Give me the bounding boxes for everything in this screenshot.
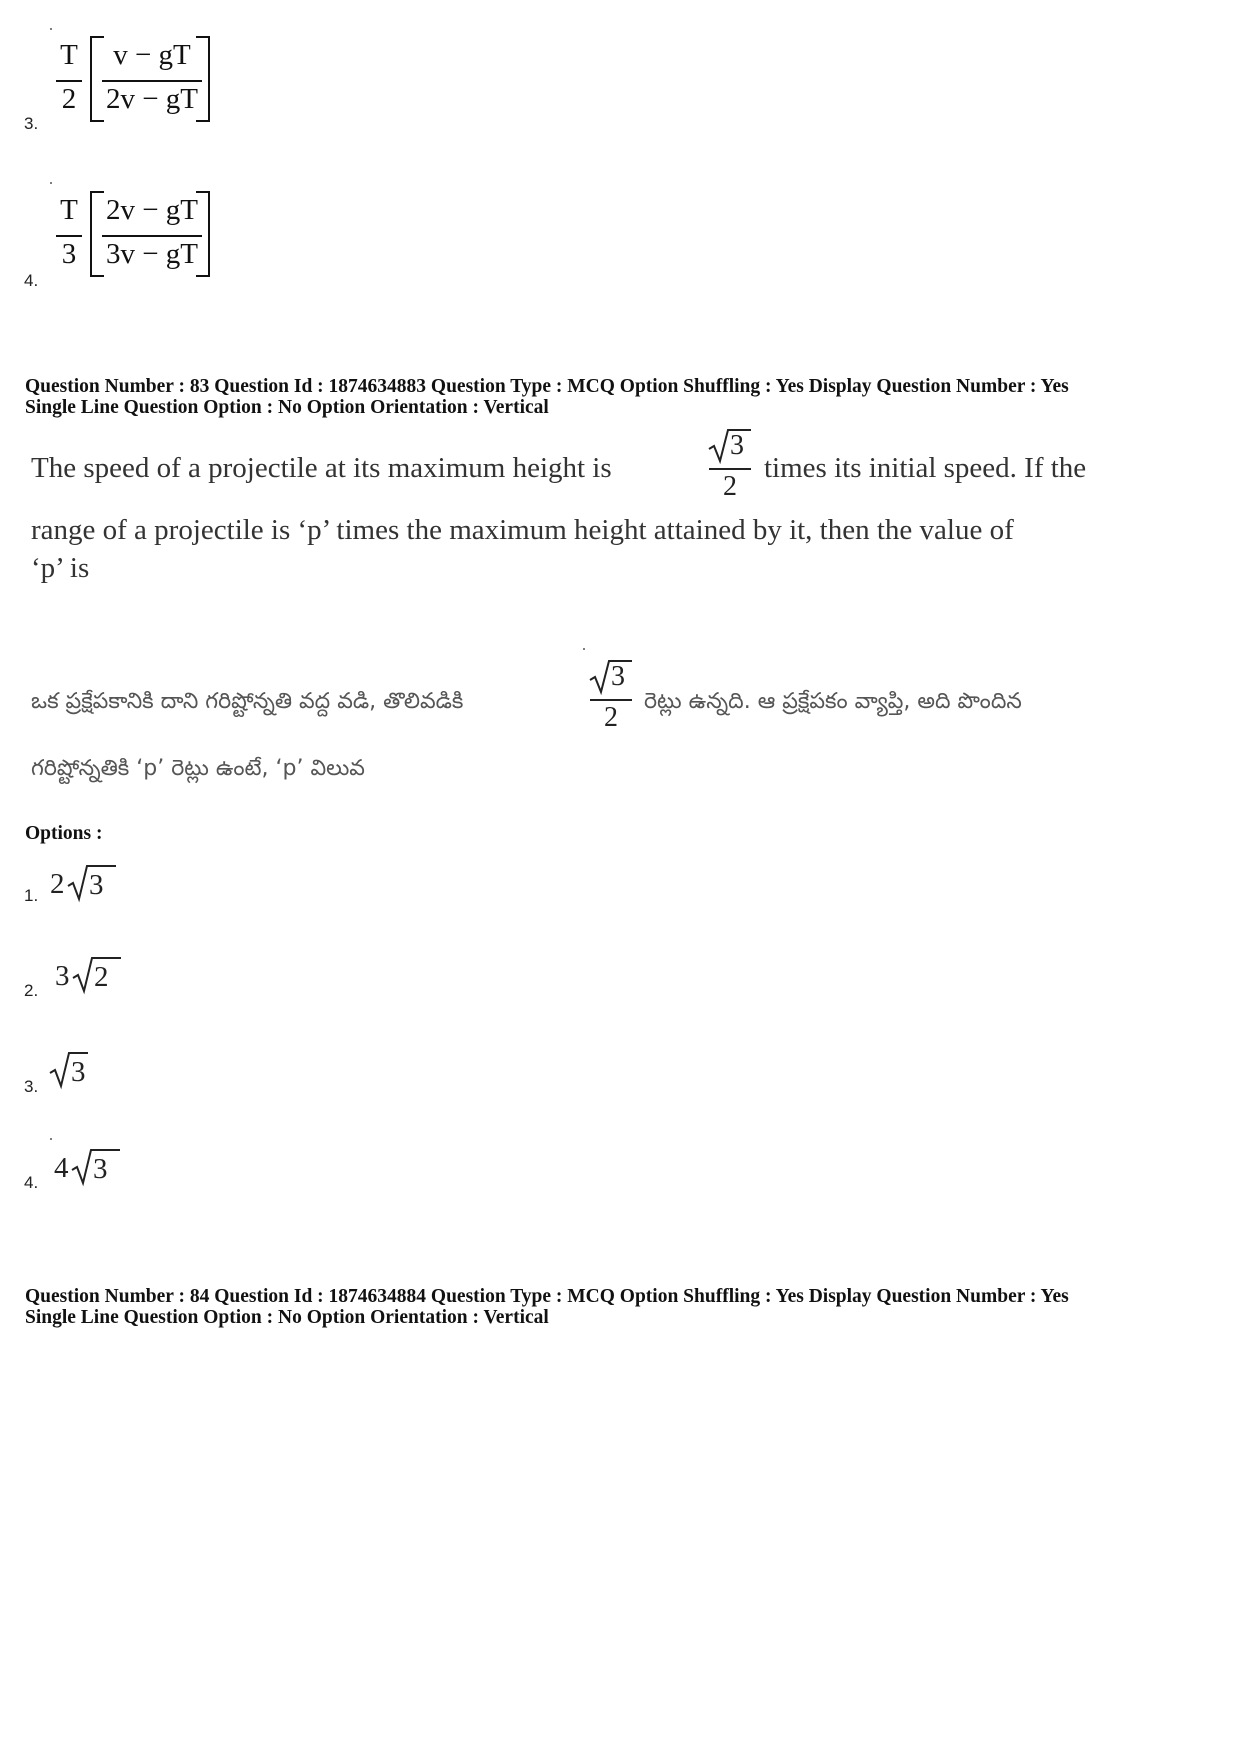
radicand: 3 bbox=[89, 869, 104, 901]
question-84-header bbox=[25, 1286, 1069, 1328]
option-number: 4. bbox=[24, 1173, 39, 1192]
inner-numerator: v − gT bbox=[113, 39, 191, 71]
fraction-denominator: 2 bbox=[723, 471, 737, 502]
radicand: 3 bbox=[730, 430, 744, 461]
question-84-meta-line-1: Question Number : 84 Question Id : 1874634884 Question Type : MCQ Option Shuffling : Yes Display Question Number : Yes bbox=[25, 1286, 1069, 1307]
radicand: 2 bbox=[94, 961, 109, 993]
coefficient: 4 bbox=[54, 1152, 69, 1184]
fraction-numerator bbox=[588, 659, 634, 695]
outer-numerator: T bbox=[60, 39, 78, 71]
outer-denominator: 3 bbox=[61, 238, 77, 270]
question-83-header bbox=[25, 376, 1069, 418]
option-4-radical bbox=[54, 1148, 124, 1188]
telugu-text-before-fraction: ఒక ప్రక్షేపకానికి దాని గరిష్టోన్నతి వద్ద వడి, తొలివడికి bbox=[31, 689, 464, 714]
inner-denominator: 3v − gT bbox=[105, 238, 199, 270]
coefficient: 2 bbox=[50, 868, 65, 900]
fraction-denominator: 2 bbox=[604, 702, 618, 733]
radicand: 3 bbox=[93, 1153, 108, 1185]
fraction-numerator bbox=[707, 428, 753, 464]
question-83-telugu-line-1-end bbox=[644, 689, 1022, 719]
prev-option-3-expression bbox=[54, 36, 224, 122]
outer-numerator: T bbox=[60, 194, 78, 226]
question-83-telugu-line-2: గరిష్టోన్నతికి ‘p’ రెట్లు ఉంటే, ‘p’ విలువ bbox=[31, 756, 365, 781]
sqrt3-over-2-fraction-en bbox=[707, 428, 753, 506]
question-84-meta-line-2: Single Line Question Option : No Option Orientation : Vertical bbox=[25, 1307, 549, 1328]
option-2-radical bbox=[55, 956, 125, 996]
telugu-text-after-fraction: రెట్లు ఉన్నది. ఆ ప్రక్షేపకం వ్యాప్తి, అది పొందిన bbox=[644, 689, 1022, 714]
scan-dot bbox=[50, 182, 52, 184]
option-3-radical bbox=[48, 1051, 98, 1091]
question-83-english-line-1-end bbox=[764, 452, 1086, 485]
radicand: 3 bbox=[611, 661, 625, 692]
question-83-telugu-line-1 bbox=[31, 689, 463, 719]
option-number: 2. bbox=[24, 981, 39, 1000]
options-label: Options : bbox=[25, 823, 103, 844]
option-number: 4. bbox=[24, 271, 39, 290]
outer-denominator: 2 bbox=[61, 83, 77, 115]
scan-dot bbox=[50, 28, 52, 30]
option-1-radical bbox=[50, 864, 120, 904]
question-83-english-line-1 bbox=[31, 452, 612, 485]
scan-dot bbox=[50, 1138, 52, 1140]
english-text-before-fraction: The speed of a projectile at its maximum height is bbox=[31, 452, 612, 484]
sqrt3-over-2-fraction-te bbox=[588, 659, 634, 737]
question-83-english-line-2: range of a projectile is ‘p’ times the maximum height attained by it, then the value of bbox=[31, 514, 1014, 546]
scan-dot bbox=[583, 648, 585, 650]
inner-numerator: 2v − gT bbox=[105, 194, 199, 226]
option-number: 1. bbox=[24, 886, 39, 905]
prev-option-4-expression bbox=[54, 191, 224, 277]
option-number: 3. bbox=[24, 114, 39, 133]
question-83-meta-line-2: Single Line Question Option : No Option Orientation : Vertical bbox=[25, 397, 549, 418]
coefficient: 3 bbox=[55, 960, 70, 992]
english-text-after-fraction: times its initial speed. If the bbox=[764, 452, 1087, 484]
radicand: 3 bbox=[71, 1056, 86, 1088]
option-number: 3. bbox=[24, 1077, 39, 1096]
inner-denominator: 2v − gT bbox=[105, 83, 199, 115]
question-83-meta-line-1: Question Number : 83 Question Id : 1874634883 Question Type : MCQ Option Shuffling : Yes Display Question Number : Yes bbox=[25, 376, 1069, 397]
question-83-english-line-3: ‘p’ is bbox=[31, 552, 90, 584]
